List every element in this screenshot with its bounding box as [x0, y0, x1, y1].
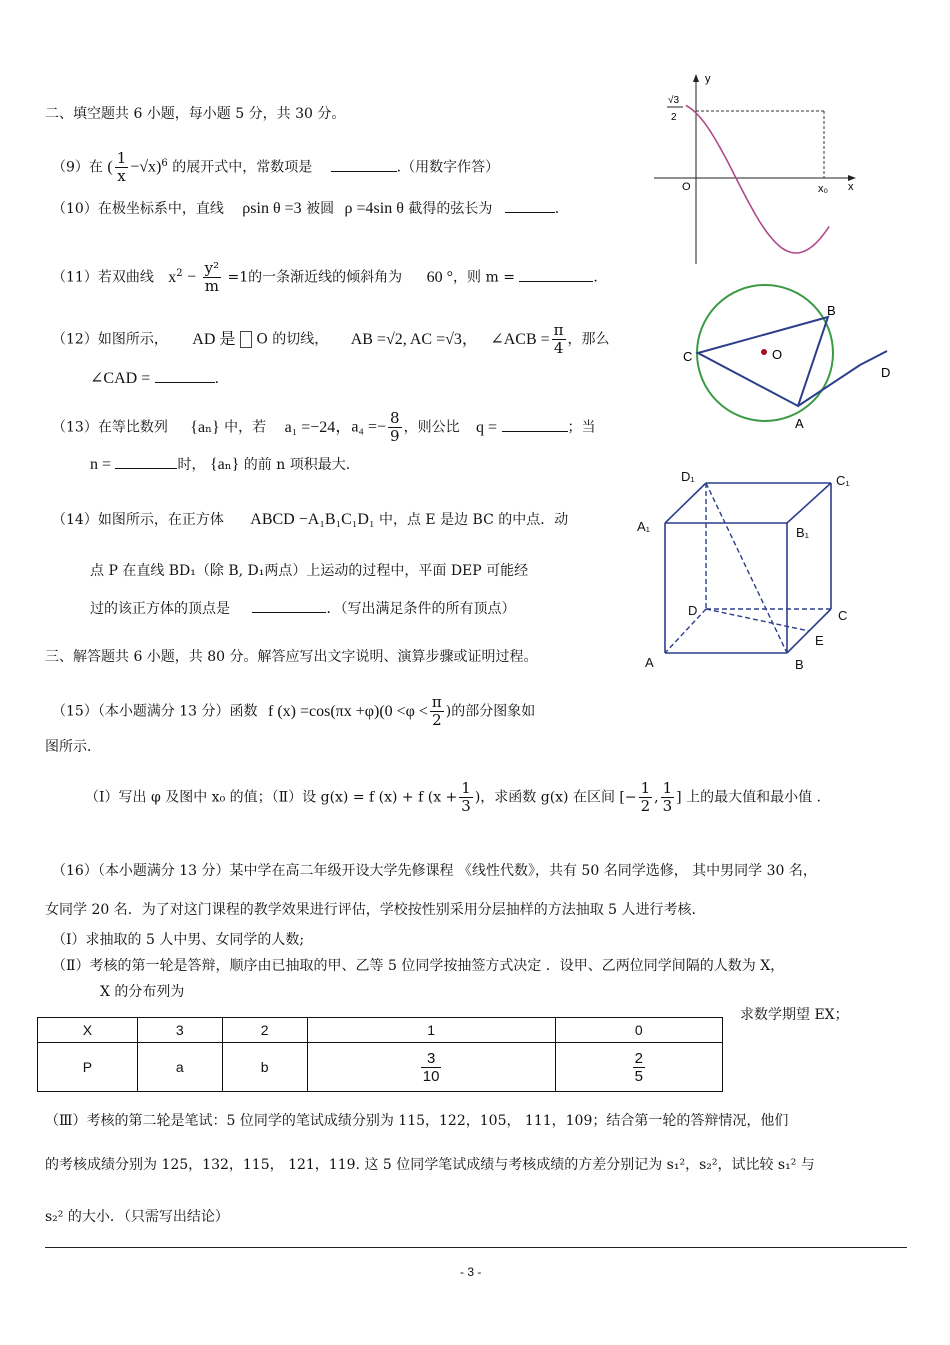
- y-axis-label: y: [705, 73, 711, 85]
- q9-answer-blank: [331, 157, 397, 172]
- point-O-label: O: [772, 347, 783, 362]
- table-cell: 2: [222, 1018, 307, 1043]
- q10-tail: 截得的弦长为: [408, 201, 493, 217]
- q12-angle: ∠ACB =: [490, 330, 550, 348]
- table-cell: 3: [137, 1018, 222, 1043]
- point-E-label: E: [815, 633, 824, 648]
- q16-line-2: 女同学 20 名．为了对这门课程的教学效果进行评估，学校按性别采用分层抽样的方法抽取 5 人进行考核．: [45, 902, 706, 918]
- q13-q: q =: [476, 418, 498, 436]
- y-value-denominator: 2: [671, 112, 677, 123]
- q16-part-2b: X 的分布列为: [100, 984, 185, 1000]
- q12-circle: O 的切线，: [256, 331, 329, 348]
- q11-tail: ，则 m =: [453, 269, 515, 286]
- question-14-line-3: [90, 598, 515, 619]
- page-number: - 3 -: [460, 1265, 482, 1279]
- question-9: [52, 150, 499, 185]
- q14-line3: 过的该正方体的顶点是: [90, 601, 230, 617]
- cosine-graph-figure: [650, 70, 870, 270]
- y-value-numerator: √3: [668, 95, 680, 106]
- vertex-B-label: B: [795, 657, 804, 672]
- q14-tail: 中，点 E 是边 BC 的中点．动: [378, 512, 569, 528]
- q13-a1: a₁ =−24: [284, 418, 336, 436]
- q12-cad: ∠CAD =: [90, 370, 151, 387]
- question-14: [52, 510, 568, 530]
- q11-answer-blank: [519, 267, 593, 282]
- q14-line-2: 点 P 在直线 BD₁（除 B, D₁两点）上运动的过程中，平面 DEP 可能经: [90, 563, 529, 579]
- table-row: [38, 1043, 723, 1092]
- q13-fraction: $\frac{8}{9}$: [390, 409, 400, 445]
- question-13-line-2: [90, 454, 350, 475]
- cube-figure: [635, 465, 865, 675]
- q12-given: AB =√2, AC =√3，: [350, 330, 478, 348]
- q15-part1-tail: ] 上的最大值和最小值 .: [676, 789, 821, 806]
- q15-interval-sep: ,: [654, 789, 659, 806]
- vertex-C1-label: C₁: [836, 473, 850, 488]
- q15-interval-high: $\frac{1}{3}$: [662, 779, 673, 815]
- q13-mid2: ，则公比: [403, 419, 460, 436]
- q10-circle-eq: ρ =4sin θ: [344, 200, 404, 217]
- q16-line-1: （16）（本小题满分 13 分）某中学在高二年级开设大学先修课程 《线性代数》，共有 50 名同学选修， 其中男同学 30 名，: [52, 863, 817, 879]
- q14-answer-blank: [252, 598, 326, 613]
- q13-mid1: 中，若: [224, 419, 267, 436]
- section-2-heading: 二、填空题共 6 小题，每小题 5 分，共 30 分。: [45, 106, 346, 122]
- q15-func: f (x) =cos(πx +φ)(0 <φ <: [267, 702, 428, 720]
- question-11: （11）若双曲线 $x^2$ − $\frac{\text{y²}}{m}$ =1的一条渐近线的倾斜角为 60 °，则 m = .: [52, 259, 598, 295]
- table-cell-fraction: $\frac{2}{5}$: [555, 1043, 722, 1092]
- q11-minus: −: [187, 268, 197, 286]
- vertex-C-label: C: [838, 608, 848, 623]
- q11-eq: =1的一条渐近线的倾斜角为: [227, 269, 403, 286]
- q15-interval-low: $\frac{1}{2}$: [640, 779, 651, 815]
- q9-label: （9）在: [52, 159, 103, 176]
- q12-ad: AD 是: [192, 330, 236, 348]
- q11-angle: 60 °: [426, 268, 454, 286]
- q16-part-2: （Ⅱ）考核的第一轮是答辩，顺序由已抽取的甲、乙等 5 位同学按抽签方式决定 ．设甲、乙两位同学间隔的人数为 X，: [52, 958, 785, 974]
- q15-part1-mid: )，求函数 g(x) 在区间 [−: [474, 789, 637, 806]
- q12-label: （12）如图所示，: [52, 331, 168, 348]
- q9-paren: (: [107, 158, 113, 176]
- question-10: （10）在极坐标系中，直线 ρsin θ =3 被圆 ρ =4sin θ 截得的弦长为 .: [52, 200, 560, 217]
- question-12-line-2: ∠CAD = .: [90, 370, 220, 387]
- table-cell: 1: [307, 1018, 555, 1043]
- distribution-table: [37, 1017, 723, 1092]
- question-13: [52, 410, 596, 445]
- table-cell: b: [222, 1043, 307, 1092]
- q11-exp: 2: [176, 267, 183, 279]
- x-axis-label: x: [848, 181, 854, 193]
- q14-label: （14）如图所示，在正方体: [52, 512, 224, 528]
- q12-pi-fraction: $\frac{\pi}{4}$: [553, 321, 564, 357]
- q13-label: （13）在等比数列: [52, 419, 168, 436]
- q12-tail: ，那么: [567, 331, 610, 348]
- q13-tail: ；当: [567, 419, 596, 436]
- vertex-D1-label: D₁: [681, 469, 695, 484]
- table-header-row: [38, 1018, 723, 1043]
- point-B-label: B: [827, 303, 836, 318]
- point-C-label: C: [683, 349, 693, 364]
- question-12: [52, 322, 610, 357]
- table-cell: 0: [555, 1018, 722, 1043]
- circle-symbol-icon: [240, 331, 252, 348]
- table-cell: P: [38, 1043, 138, 1092]
- q14-line3-tail: ．（写出满足条件的所有顶点）: [326, 601, 516, 617]
- q16-side-text: 求数学期望 EX；: [740, 1007, 849, 1023]
- q13-q-blank: [502, 417, 568, 432]
- vertex-A1-label: A₁: [637, 519, 651, 534]
- q13-n-blank: [115, 454, 177, 469]
- q15-tail: )的部分图象如: [445, 703, 536, 720]
- point-A-label: A: [795, 416, 804, 431]
- q15-label: （15）（本小题满分 13 分）函数: [52, 703, 258, 720]
- vertex-D-label: D: [688, 603, 698, 618]
- q11-fraction: $\frac{\text{y²}}{m}$: [204, 259, 220, 295]
- q13-line2-tail: 的前 n 项积最大.: [243, 457, 351, 473]
- q15-pi-fraction: $\frac{\pi}{2}$: [431, 693, 442, 729]
- q10-label: （10）在极坐标系中，直线: [52, 201, 224, 217]
- q10-line-eq: ρsin θ =3: [242, 200, 302, 217]
- q13-line2-seq: {aₙ}: [209, 456, 240, 473]
- cosine-curve: [686, 105, 829, 253]
- q14-cube: ABCD −A₁B₁C₁D₁: [250, 511, 375, 528]
- q11-label: （11）若双曲线: [52, 269, 154, 286]
- q15-third-fraction: $\frac{1}{3}$: [461, 779, 471, 815]
- q13-n: n =: [90, 456, 112, 473]
- q15-part1: （Ⅰ）写出 φ 及图中 x₀ 的值；（Ⅱ）设 g(x) = f (x) + f (x +: [85, 789, 458, 806]
- q13-line2-mid: 时，: [177, 457, 206, 473]
- q9-expr: −√x): [130, 158, 162, 176]
- circle-center-dot: [761, 349, 767, 355]
- q12-answer-blank: [155, 368, 215, 383]
- question-15: [52, 694, 535, 729]
- x0-label: x₀: [818, 183, 829, 195]
- q13-seq: {aₙ}: [190, 418, 220, 436]
- q9-text: 的展开式中，常数项是: [172, 159, 313, 176]
- section-3-heading: 三、解答题共 6 小题，共 80 分。解答应写出文字说明、演算步骤或证明过程。: [45, 649, 538, 665]
- vertex-A-label: A: [645, 655, 654, 670]
- q15-line-2: 图所示．: [45, 739, 101, 755]
- q16-part-3-line-1: （Ⅲ）考核的第二轮是笔试：5 位同学的笔试成绩分别为 115，122，105， 111，109；结合第一轮的答辩情况，他们: [45, 1113, 789, 1129]
- q16-part-3-line-2: 的考核成绩分别为 125，132，115， 121，119. 这 5 位同学笔试成绩与考核成绩的方差分别记为 s₁²，s₂²，试比较 s₁² 与: [45, 1157, 815, 1173]
- q9-power: 6: [161, 157, 168, 169]
- vertex-B1-label: B₁: [796, 525, 810, 540]
- q10-mid: 被圆: [306, 201, 335, 217]
- q13-a4: ，a₄ =−: [335, 418, 387, 436]
- table-cell-fraction: $\frac{3}{10}$: [307, 1043, 555, 1092]
- table-cell: a: [137, 1043, 222, 1092]
- q9-tail: .（用数字作答）: [396, 159, 500, 176]
- footer-rule: [45, 1247, 907, 1248]
- q16-part-3-line-3: s₂² 的大小．（只需写出结论）: [45, 1209, 229, 1225]
- question-15-parts: [85, 780, 821, 815]
- q11-x: x: [168, 268, 177, 286]
- table-cell: X: [38, 1018, 138, 1043]
- origin-label: O: [682, 181, 691, 193]
- q16-part-1: （Ⅰ）求抽取的 5 人中男、女同学的人数;: [52, 932, 305, 948]
- q9-fraction: $\frac{1}{x}$: [116, 149, 127, 185]
- point-D-label: D: [881, 365, 891, 380]
- q10-answer-blank: [505, 198, 555, 213]
- circle-tangent-figure: [675, 283, 905, 443]
